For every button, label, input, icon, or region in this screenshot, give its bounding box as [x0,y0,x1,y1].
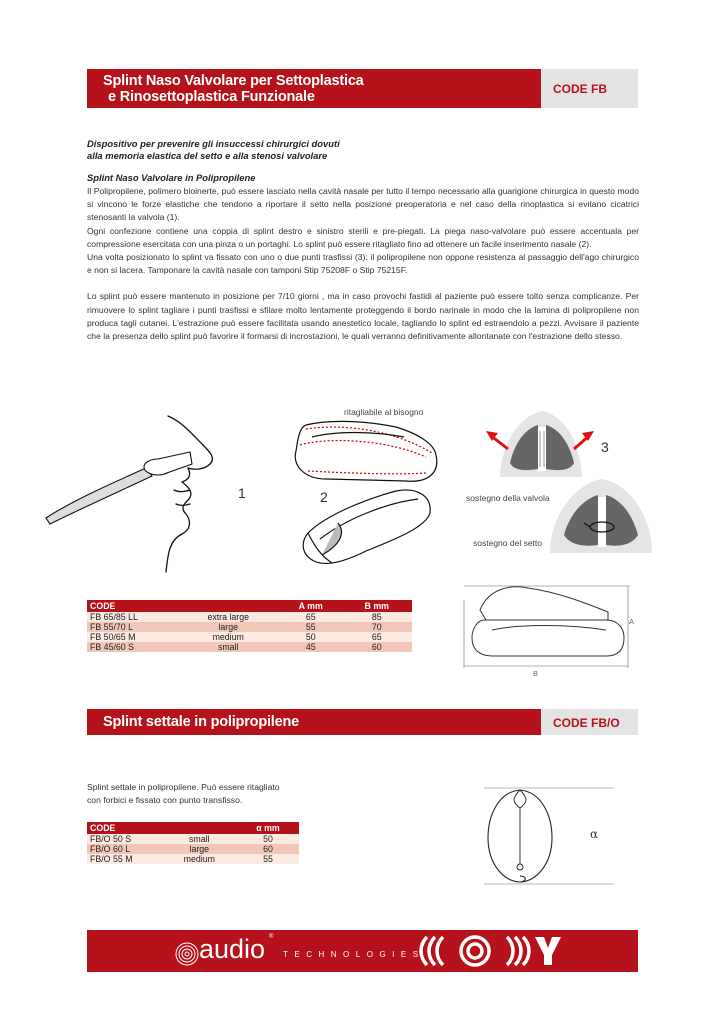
subtitle-line2: alla memoria elastica del setto e alla stenosi valvolare [87,150,328,161]
cell-a: 65 [280,612,342,622]
cell-alpha: 60 [237,844,299,854]
cell-code: FB 50/65 M [87,632,176,642]
header-code: CODE [87,822,162,834]
section2-description-line1: Splint settale in polipropilene. Può essere ritagliato [87,782,280,792]
section2-description [87,781,347,807]
fb-size-table [87,600,412,652]
paragraph-4: Lo splint può essere mantenuto in posizione per 7/10 giorni , ma in caso provochi fastidi al paziente può essere tolto senza complicanze. Per rimuovere lo splint tagliare i punti trasfissi e sfilare molto lentamente proteggendo il bordo narinale in modo che la lamina di polipropilene non produca tagli cutanei. L'estrazione può essere facilitata usando anestetico locale, tagliando lo splint ed estraendolo a pezzi. Avvisare il paziente che la presenza dello splint può favorire il formarsi di incrostazioni, le quali verranno definitivamente allontanate con l'estrazione dello stesso. [87,291,639,342]
header-alpha: α mm [237,822,299,834]
cell-b: 70 [341,622,412,632]
section1-body [87,185,639,343]
table-row [87,834,299,844]
septum-support-label: sostegno del setto [473,538,542,548]
cell-a: 45 [280,642,342,652]
brand-name: audio [199,934,266,964]
cell-size: small [176,642,280,652]
section2-code: CODE FB/O [553,716,620,730]
cell-a: 50 [280,632,342,642]
cell-code: FB/O 55 M [87,854,162,864]
registered-mark: ® [269,934,274,940]
dimension-a-label: A [629,617,635,626]
cell-size: extra large [176,612,280,622]
cell-b: 65 [341,632,412,642]
figure-label-2: 2 [320,489,328,505]
figure-label-3: 3 [601,439,609,455]
table-row [87,622,412,632]
paragraph-3: Una volta posizionato lo splint va fissato con uno o due punti trasfissi (3): il polipropilene non oppone resistenza al passaggio dell'ago chirurgico e non si lacera. Tamponare la cavità nasale con tamponi Stip 75208F o Stip 75215F. [87,252,639,276]
cell-alpha: 50 [237,834,299,844]
table-header-row [87,600,412,612]
section1-code: CODE FB [553,82,607,96]
section1-heading: Splint Naso Valvolare in Polipropilene [87,172,256,183]
section1-title-line1: Splint Naso Valvolare per Settoplastica [103,73,364,89]
cell-b: 85 [341,612,412,622]
figure-profile-illustration [40,412,230,587]
trim-label: ritagliabile al bisogno [344,407,424,417]
cell-code: FB/O 50 S [87,834,162,844]
section1-subtitle [87,138,340,162]
table-row [87,632,412,642]
header-b: B mm [341,600,412,612]
header-size [176,600,280,612]
subtitle-line1: Dispositivo per prevenire gli insuccessi chirurgici dovuti [87,138,340,149]
waves-logo-mark [417,933,567,969]
technologies-label: TECHNOLOGIES [283,950,425,959]
header-a: A mm [280,600,342,612]
footer-band [87,930,638,972]
fb-dimension-drawing [458,580,638,680]
cell-size: large [162,844,237,854]
cell-code: FB/O 60 L [87,844,162,854]
paragraph-2: Ogni confezione contiene una coppia di splint destro e sinistro sterili e pre-piegati. La piega naso-valvolare può essere accentuala per compressione esercitata con una pinza o un portaghi. Lo splint può essere ritagliato fino ad ottenere un facile inserimento nasale (2). [87,225,639,249]
header-size [162,822,237,834]
cell-size: medium [162,854,237,864]
figure-label-1: 1 [238,485,246,501]
section2-code-box [541,709,638,735]
header-code: CODE [87,600,176,612]
alpha-label: α [590,827,599,841]
section1-code-box [541,69,638,108]
table-row [87,642,412,652]
valve-support-label: sostegno della valvola [466,493,550,503]
cell-a: 55 [280,622,342,632]
splint-instrument [46,452,192,524]
figure-splint-illustration [286,415,446,575]
section1-banner [87,69,541,108]
cell-code: FB 55/70 L [87,622,176,632]
section1-title-line2: e Rinosettoplastica Funzionale [108,89,315,105]
fbo-size-table [87,822,299,864]
table-row [87,844,299,854]
cell-code: FB 45/60 S [87,642,176,652]
section2-banner [87,709,541,735]
table-header-row [87,822,299,834]
cell-b: 60 [341,642,412,652]
cell-code: FB 65/85 LL [87,612,176,622]
cell-size: large [176,622,280,632]
paragraph-1: Il Polipropilene, polimero bioinerte, può essere lasciato nella cavità nasale per tutto il tempo necessario alla guarigione chirurgica in questo modo si vincono le forze elastiche che tendono a riportare il setto nella posizione preoperatoria e nel caso della rinoplastica si evitano cicatrici stenosanti la valvola (1). [87,186,639,223]
cell-size: medium [176,632,280,642]
section2-description-line2: con forbici e fissato con punto transfisso. [87,795,243,806]
table-row [87,612,412,622]
table-row [87,854,299,864]
dimension-b-label: B [533,669,539,678]
cell-size: small [162,834,237,844]
cell-alpha: 55 [237,854,299,864]
section2-title: Splint settale in polipropilene [103,714,300,730]
